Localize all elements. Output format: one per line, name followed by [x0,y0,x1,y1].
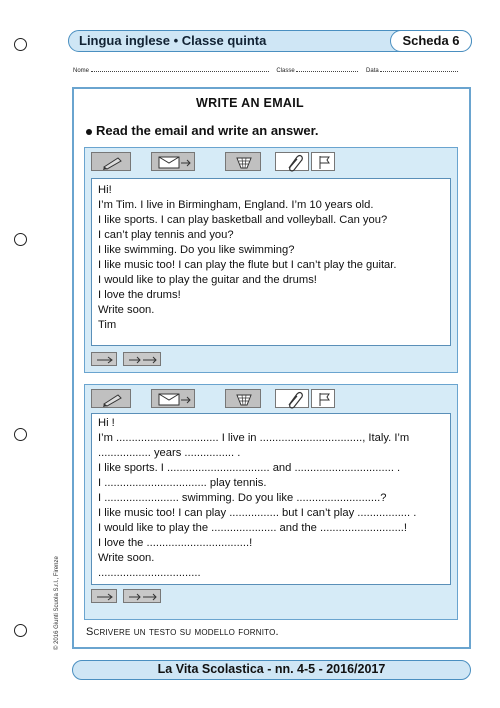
basket-icon [226,153,262,172]
attach-button[interactable] [275,389,309,408]
flag-button[interactable] [311,389,335,408]
flag-button[interactable] [311,152,335,171]
answer-line: Hi ! [98,417,115,429]
instruction-text: Read the email and write an answer. [96,123,319,138]
answer-line: I’m ................................. I live in ................................., Italy. I’m [98,432,410,444]
email-line: Tim [98,319,117,331]
pencil-button[interactable] [91,152,131,171]
email-line: I can’t play tennis and you? [98,229,234,241]
double-arrow-icon [124,353,162,367]
answer-text [92,414,450,581]
date-field[interactable] [380,66,458,72]
class-label: Classe [276,68,295,74]
arrow-icon [92,590,118,604]
flag-icon [312,153,336,172]
pencil-button[interactable] [91,389,131,408]
paperclip-icon [276,153,310,172]
email-line: I like music too! I can play the flute but I can’t play the guitar. [98,259,397,271]
envelope-send-icon [152,390,196,409]
trash-button[interactable] [225,389,261,408]
paperclip-icon [276,390,310,409]
answer-line: I ........................ swimming. Do you like ...........................? [98,492,387,504]
task-note: Scrivere un testo su modello fornito. [86,626,279,638]
answer-line: ................................. [98,567,201,579]
trash-button[interactable] [225,152,261,171]
pencil-icon [92,153,132,172]
answer-line: I love the .................................! [98,537,253,549]
forward-all-button[interactable] [123,352,161,366]
sheet-header [68,30,472,52]
email-line: I’m Tim. I live in Birmingham, England. I’m 10 years old. [98,199,374,211]
forward-button[interactable] [91,589,117,603]
answer-line: I like music too! I can play ................ but I can’t play ................. . [98,507,417,519]
pencil-icon [92,390,132,409]
answer-line: I ................................. play tennis. [98,477,267,489]
worksheet-title: WRITE AN EMAIL [196,96,304,110]
arrow-icon [92,353,118,367]
binder-hole [14,624,27,637]
name-label: Nome [73,68,90,74]
copyright: © 2016 Giunti Scuola S.r.l., Firenze [54,556,60,650]
answer-line: I would like to play the ..................... and the ...........................! [98,522,408,534]
subject-label: Lingua inglese • Classe quinta [79,33,267,48]
name-field[interactable] [91,66,269,72]
attach-button[interactable] [275,152,309,171]
binder-hole [14,428,27,441]
bullet-icon [86,129,92,135]
email-line: I love the drums! [98,289,181,301]
binder-hole [14,38,27,51]
basket-icon [226,390,262,409]
send-button[interactable] [151,152,195,171]
answer-panel [84,384,458,620]
flag-icon [312,390,336,409]
forward-all-button[interactable] [123,589,161,603]
envelope-send-icon [152,153,196,172]
email-line: I like swimming. Do you like swimming? [98,244,295,256]
answer-box[interactable] [91,413,451,585]
footer-bar: La Vita Scolastica - nn. 4-5 - 2016/2017 [72,660,471,680]
received-email-text [92,179,450,333]
double-arrow-icon [124,590,162,604]
send-button[interactable] [151,389,195,408]
class-field[interactable] [296,66,358,72]
answer-line: I like sports. I ................................. and ................................ . [98,462,401,474]
email-line: Write soon. [98,304,155,316]
answer-line: Write soon. [98,552,155,564]
received-email-box [91,178,451,346]
email-panel [84,147,458,373]
date-label: Data [366,68,379,74]
email-line: I like sports. I can play basketball and volleyball. Can you? [98,214,388,226]
email-line: Hi! [98,184,112,196]
email-line: I would like to play the guitar and the drums! [98,274,317,286]
name-class-date-row [73,66,473,74]
instruction [86,123,319,138]
answer-line: ................. years ................ . [98,447,241,459]
sheet-number: Scheda 6 [390,30,472,52]
binder-hole [14,233,27,246]
forward-button[interactable] [91,352,117,366]
